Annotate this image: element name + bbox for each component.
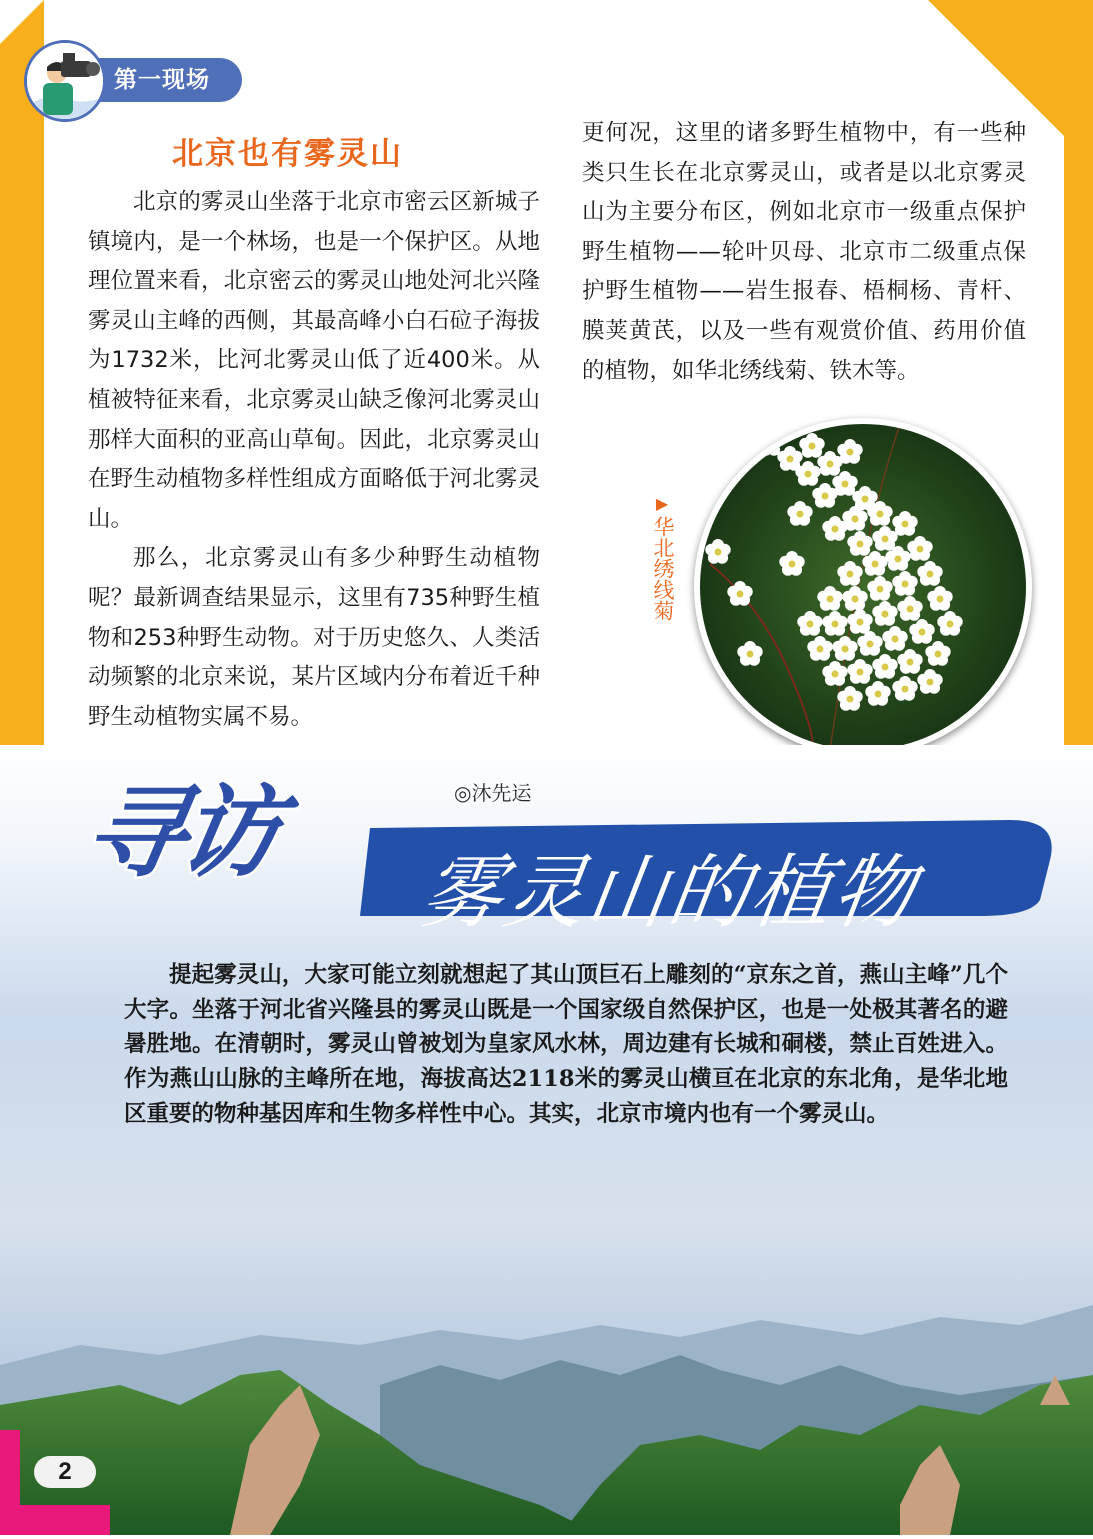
flower-photo — [700, 424, 1026, 750]
caption-text: 华北绣线菊 — [651, 516, 675, 621]
page-number: 2 — [34, 1456, 96, 1488]
paragraph: 那么，北京雾灵山有多少种野生动植物呢？最新调查结果显示，这里有735种野生植物和253种野生动物。对于历史悠久、人类活动频繁的北京来说，某片区域内分布着近千种野生动植物实属不易。 — [88, 545, 540, 730]
column-badge-label: 第一现场 — [114, 67, 210, 93]
cameraman-icon — [24, 40, 106, 122]
article-intro: 提起雾灵山，大家可能立刻就想起了其山顶巨石上雕刻的“京东之首，燕山主峰”几个大字。坐落于河北省兴隆县的雾灵山既是一个国家级自然保护区，也是一处极其著名的避暑胜地。在清朝时，雾灵山曾被划为皇家风水林，周边建有长城和硐楼，禁止百姓进入。作为燕山山脉的主峰所在地，海拔高达2118米的雾灵山横亘在北京的东北角，是华北地区重要的物种基因库和生物多样性中心。其实，北京市境内也有一个雾灵山。 — [124, 962, 1008, 1127]
left-column — [88, 183, 540, 737]
paragraph: 更何况，这里的诸多野生植物中，有一些种类只生长在北京雾灵山，或者是以北京雾灵山为主要分布区，例如北京市一级重点保护野生植物——轮叶贝母、北京市二级重点保护野生植物——岩生报春、梧桐杨、青杆、膜荚黄芪，以及一些有观赏价值、药用价值的植物，如华北绣线菊、铁木等。 — [582, 120, 1026, 384]
article-title-main: 寻访 — [76, 774, 285, 891]
photo-caption — [650, 494, 674, 621]
caption-arrow-icon: ▶ — [655, 494, 669, 513]
paragraph: 北京的雾灵山坐落于北京市密云区新城子镇境内，是一个林场，也是一个保护区。从地理位置来看，北京密云的雾灵山地处河北兴隆雾灵山主峰的西侧，其最高峰小白石砬子海拔为1732米，比河北雾灵山低了近400米。从植被特征来看，北京雾灵山缺乏像河北雾灵山那样大面积的亚高山草甸。因此，北京雾灵山在野生动植物多样性组成方面略低于河北雾灵山。 — [88, 189, 540, 532]
author: ◎沐先运 — [454, 781, 532, 805]
article-title-sub: 雾灵山的植物 — [416, 846, 922, 939]
right-column — [582, 114, 1026, 391]
corner-cut — [0, 0, 44, 44]
section-title: 北京也有雾灵山 — [172, 136, 403, 172]
